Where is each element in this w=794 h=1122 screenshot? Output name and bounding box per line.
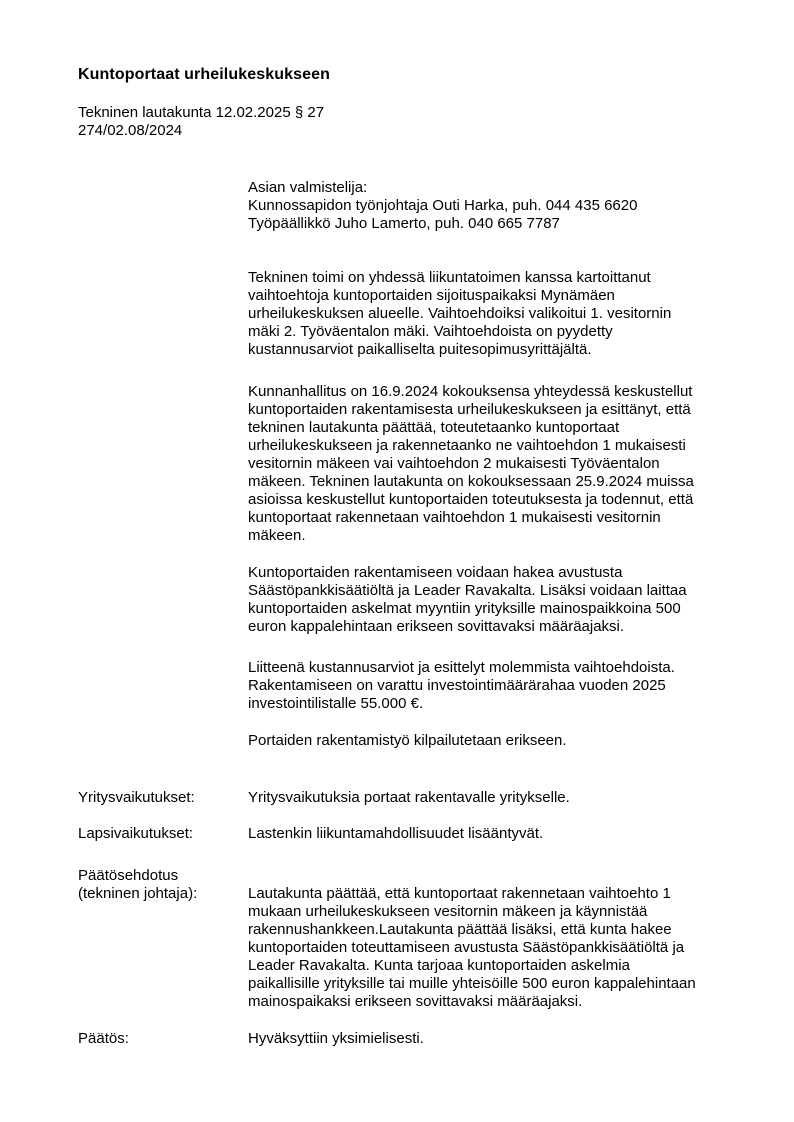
text-line: urheilukeskuksen alueelle. Vaihtoehdoiksi valikoitui 1. vesitornin [248,305,672,322]
text-line: Säästöpankkisäätiöltä ja Leader Ravakalta. Lisäksi voidaan laittaa [248,582,687,599]
text-line: Kunnossapidon työnjohtaja Outi Harka, puh. 044 435 6620 [248,197,638,214]
label-child-impacts: Lapsivaikutukset: [78,825,194,842]
document-title: Kuntoportaat urheilukeskukseen [78,66,330,83]
text-line: paikallisille yrityksille tai muille yhteisöille 500 euron kappalehintaan [248,975,696,992]
label-decision-proposal [78,867,197,903]
text-line: investointilistalle 55.000 €. [248,695,424,712]
text-line: Tekninen toimi on yhdessä liikuntatoimen kanssa kartoittanut [248,269,651,286]
text-line: Rakentamiseen on varattu investointimäärärahaa vuoden 2025 [248,677,666,694]
text-line: kustannusarviot paikalliselta puitesopimusyrittäjältä. [248,341,592,358]
text-line: mäkeen. Tekninen lautakunta on kokouksessaan 25.9.2024 muissa [248,473,694,490]
record-number: 274/02.08/2024 [78,122,183,139]
paragraph-tendering [248,732,728,750]
text-child-impacts: Lastenkin liikuntamahdollisuudet lisääntyvät. [248,825,544,842]
committee-date-line: Tekninen lautakunta 12.02.2025 § 27 [78,104,325,121]
label-decision-proposal-line2: (tekninen johtaja): [78,885,198,902]
text-line: kuntoportaiden askelmat myyntiin yrityksille mainospaikkoina 500 [248,600,681,617]
text-line: Liitteenä kustannusarviot ja esittelyt molemmista vaihtoehdoista. [248,659,675,676]
label-business-impacts: Yritysvaikutukset: [78,789,195,806]
text-line: asioissa keskustellut kuntoportaiden toteutuksesta ja todennut, että [248,491,694,508]
text-line: Kuntoportaiden rakentamiseen voidaan hakea avustusta [248,564,623,581]
text-line: mäki 2. Työväentalon mäki. Vaihtoehdoista on pyydetty [248,323,613,340]
label-decision-proposal-line1: Päätösehdotus [78,867,179,884]
preparer-block [248,179,728,233]
text-line: vaihtoehtoja kuntoportaiden sijoituspaikaksi Mynämäen [248,287,615,304]
text-line: Leader Ravakalta. Kunta tarjoaa kuntoportaiden askelmia [248,957,630,974]
label-decision: Päätös: [78,1030,129,1047]
text-line: kuntoportaiden rakentamisesta urheilukeskukseen ja esittänyt, että [248,401,691,418]
text-line: kuntoportaat rakennetaan vaihtoehdon 1 mukaisesti vesitornin [248,509,661,526]
text-decision: Hyväksyttiin yksimielisesti. [248,1030,424,1047]
text-line: urheilukeskukseen ja rakennetaanko ne vaihtoehdon 1 mukaisesti [248,437,686,454]
paragraph-survey [248,269,728,359]
text-line: vesitornin mäkeen vai vaihtoehdon 2 mukaisesti Työväentalon [248,455,660,472]
paragraph-funding [248,564,728,636]
text-line: mäkeen. [248,527,306,544]
text-line: rakennushankkeen.Lautakunta päättää lisäksi, että kunta hakee [248,921,672,938]
text-business-impacts: Yritysvaikutuksia portaat rakentavalle yritykselle. [248,789,570,806]
text-line: kuntoportaiden toteuttamiseen avustusta Säästöpankkisäätiöltä ja [248,939,685,956]
text-line: Kunnanhallitus on 16.9.2024 kokouksensa yhteydessä keskustellut [248,383,693,400]
text-line: Asian valmistelija: [248,179,368,196]
text-line: Työpäällikkö Juho Lamerto, puh. 040 665 7787 [248,215,560,232]
text-line: euron kappalehintaan erikseen sovittavaksi määräajaksi. [248,618,625,635]
paragraph-municipal-board [248,383,728,545]
text-decision-proposal [248,885,728,1011]
text-line: Portaiden rakentamistyö kilpailutetaan erikseen. [248,732,567,749]
text-line: tekninen lautakunta päättää, toteutetaanko kuntoportaat [248,419,620,436]
text-line: mainospaikaksi erikseen sovittavaksi määräajaksi. [248,993,583,1010]
document-meta [78,104,324,140]
text-line: Lautakunta päättää, että kuntoportaat rakennetaan vaihtoehto 1 [248,885,671,902]
paragraph-attachments [248,659,728,713]
text-line: mukaan urheilukeskukseen vesitornin mäkeen ja käynnistää [248,903,648,920]
